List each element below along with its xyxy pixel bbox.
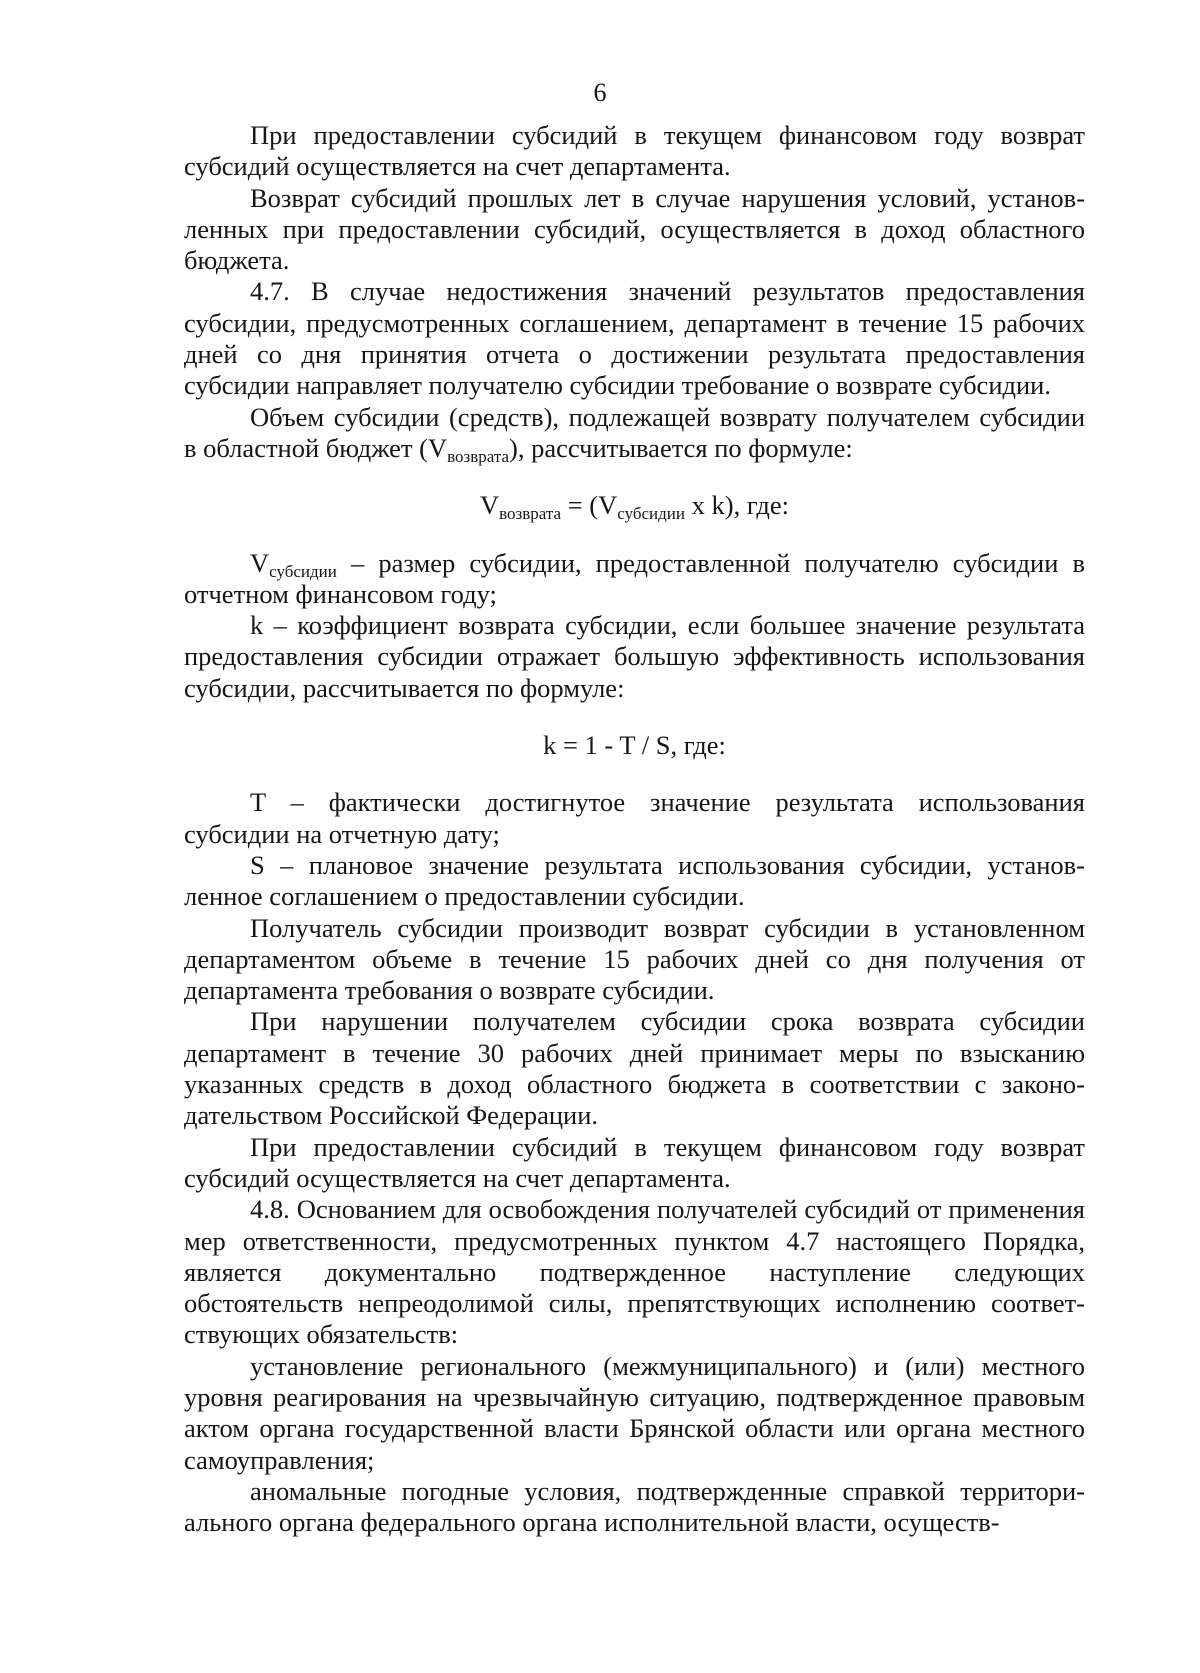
formula-subscript-refund: возврата (499, 504, 562, 524)
refund-volume-subscript: возврата (447, 446, 510, 466)
formula-v-symbol: V (480, 490, 500, 521)
page-number: 6 (593, 78, 607, 107)
formula-middle: = (V (561, 490, 618, 521)
paragraph-refund-current-year-repeat: При предоставлении субсидий в текущем финансовом году возврат субсидий осуществляется на счет департамента. (184, 1131, 1085, 1193)
v-subscript: субсидии (269, 561, 337, 581)
refund-volume-text: Объем субсидии (средств), подлежащей возврату получателем субсидии в областной бюджет (V (184, 401, 1085, 463)
paragraph-refund-past-years: Возврат субсидий прошлых лет в случае нарушения условий, установленных при предоставлении субсидий, осуществляется в доход областного бюджета. (184, 182, 1085, 276)
paragraph-s-definition: S – плановое значение результата использования субсидии, установленное соглашением о предоставлении субсидии. (184, 849, 1085, 912)
paragraph-emergency-level: установление регионального (межмуниципального) и (или) местного уровня реагирования на чрезвычайную ситуацию, подтвержденное правовым актом органа государственной власти Брянской области или органа местного самоуправления; (184, 1350, 1085, 1475)
paragraph-v-subsidy-definition (184, 548, 1085, 611)
paragraph-refund-violation: При нарушении получателем субсидии срока возврата субсидии департамент в течение 30 рабочих дней принимает меры по взысканию указанных средств в доход областного бюджета в соответствии с законодательством Российской Федерации. (184, 1006, 1085, 1131)
paragraph-refund-volume (184, 402, 1085, 465)
paragraph-k-definition: k – коэффициент возврата субсидии, если большее значение результата предоставления субсидии отражает большую эффективность использования субсидии, рассчитывается по формуле: (184, 610, 1085, 703)
refund-volume-text-end: ), рассчитывается по формуле: (509, 432, 853, 463)
v-symbol: V (250, 547, 270, 578)
formula-end: x k), где: (685, 490, 789, 521)
formula-refund (184, 490, 1085, 524)
paragraph-t-definition: T – фактически достигнутое значение результата использования субсидии на отчетную дату; (184, 787, 1085, 849)
document-body (184, 120, 1085, 1538)
formula-subscript-subsidy: субсидии (617, 504, 685, 524)
paragraph-weather-conditions: аномальные погодные условия, подтвержденные справкой территориального органа федерального органа исполнительной власти, осуществ- (184, 1475, 1085, 1538)
v-subsidy-definition-text: – размер субсидии, предоставленной получателю субсидии в отчетном финансовом году; (184, 547, 1085, 609)
paragraph-recipient-refund: Получатель субсидии производит возврат субсидии в установленном департаментом объеме в течение 15 рабочих дней со дня получения от департамента требования о возврате субсидии. (184, 912, 1085, 1006)
paragraph-4-7: 4.7. В случае недостижения значений результатов предоставления субсидии, предусмотренных соглашением, департамент в течение 15 рабочих дней со дня принятия отчета о достижении результата предоставления субсидии направляет получателю субсидии требование о возврате субсидии. (184, 276, 1085, 401)
formula-k: k = 1 - T / S, где: (543, 730, 726, 761)
paragraph-refund-current-year: При предоставлении субсидий в текущем финансовом году возврат субсидий осуществляется на счет департамента. (184, 120, 1085, 182)
paragraph-4-8: 4.8. Основанием для освобождения получателей субсидий от применения мер ответственности, предусмотренных пунктом 4.7 настоящего Порядка, является документально подтвержденное наступление следующих обстоятельств непреодолимой силы, препятствующих исполнению соответствующих обязательств: (184, 1194, 1085, 1350)
